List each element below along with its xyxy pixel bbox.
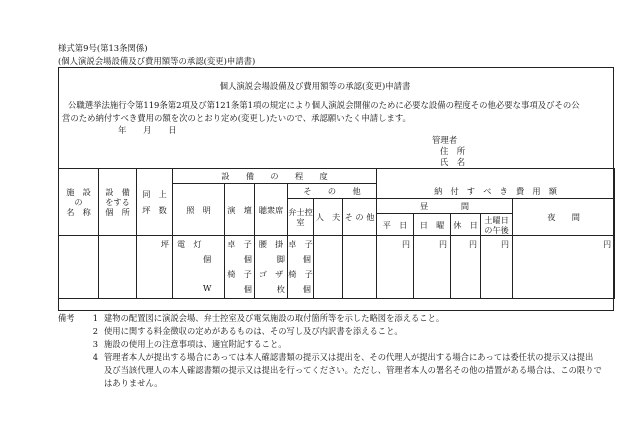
night-fee-cell: 円	[513, 236, 615, 299]
note-item: 3 施設の使用上の注意事項は、適宜附記すること。	[92, 339, 287, 349]
staff-header: 人 夫	[314, 199, 343, 236]
fee-header-spacer	[377, 169, 615, 184]
holiday-header: 休 日	[451, 214, 481, 236]
document-title: 個人演説会場設備及び費用額等の承認(変更)申請書	[219, 81, 411, 91]
note-item-continued: 及び当該代理人の本人確認書類の提示又は提出を行ってください。ただし、管理者本人の署名その他の措置がある場合は、この限りで	[104, 365, 602, 375]
note-item-continued: はありません。	[104, 378, 163, 388]
notes-section	[58, 312, 602, 390]
lighting-header: 照 明	[173, 184, 225, 236]
area-header: 同 上 坪 数	[137, 169, 173, 236]
equipment-level-header: 設 備 の 程 度	[173, 169, 377, 184]
podium-header: 演 壇	[225, 184, 255, 236]
intro-text-line2: 営のため納付すべき費用の額を次のとおり定め(変更し)たいので、承認願いたく申請します。	[62, 113, 411, 123]
sunday-fee-cell: 円	[414, 236, 451, 299]
venue-name-cell	[59, 236, 99, 299]
podium-cell: 卓 子 個 椅 子 個	[225, 236, 255, 299]
facility-location-header: 設 備 をする 個 所	[99, 169, 137, 236]
note-item: 4 管理者本人が提出する場合にあっては本人確認書類の提示又は提出を、その代理人が提出する場合にあっては委任状の提示又は提出	[92, 352, 594, 362]
form-number: 様式第9号(第13条関係)	[58, 43, 148, 53]
equipment-table	[58, 168, 615, 299]
misc-cell	[343, 236, 377, 299]
other-header: そ の 他	[288, 184, 377, 199]
facility-location-cell	[99, 236, 137, 299]
night-header: 夜 間	[513, 199, 615, 236]
saturday-fee-cell: 円	[481, 236, 513, 299]
notes-label: 備考	[58, 313, 75, 323]
daytime-header: 昼 間	[377, 199, 513, 214]
holiday-fee-cell: 円	[451, 236, 481, 299]
venue-name-header: 施 設 の 名 称	[59, 169, 99, 236]
form-title-paren: (個人演説会場設備及び費用額等の承認(変更)申請書)	[58, 56, 256, 66]
date-line: 年 月 日	[118, 125, 177, 135]
audience-seats-header: 聴衆席	[255, 184, 288, 236]
waiting-room-cell: 卓 子 個 椅 子 個	[288, 236, 314, 299]
lighting-cell: 電 灯 個 W	[173, 236, 225, 299]
manager-label: 管理者	[432, 135, 458, 145]
intro-text-line1: 公職選挙法施行令第119条第2項及び第121条第1項の規定により個人演説会開催のために必要な設備の程度その他必要な事項及びその公	[68, 100, 580, 110]
manager-name-label: 氏 名	[440, 157, 466, 167]
note-item: 備考 1 建物の配置図に演説会場、弁士控室及び電気施設の取付箇所等を示した略図を添えること。	[58, 313, 445, 323]
waiting-room-header: 弁士控室	[288, 199, 314, 236]
fee-header: 納 付 す べ き 費 用 額	[377, 184, 615, 199]
staff-cell	[314, 236, 343, 299]
area-cell: 坪	[137, 236, 173, 299]
weekday-fee-cell: 円	[377, 236, 414, 299]
weekday-header: 平 日	[377, 214, 414, 236]
audience-seats-cell: 腰 掛 脚 ゴ ザ 枚	[255, 236, 288, 299]
saturday-afternoon-header: 土曜日 の午後	[481, 214, 513, 236]
note-item: 2 使用に関する料金徴収の定めがあるものは、その写し及び内訳書を添えること。	[92, 326, 403, 336]
misc-header: そ の 他	[343, 199, 377, 236]
manager-address-label: 住 所	[440, 146, 466, 156]
sunday-header: 日 曜	[414, 214, 451, 236]
